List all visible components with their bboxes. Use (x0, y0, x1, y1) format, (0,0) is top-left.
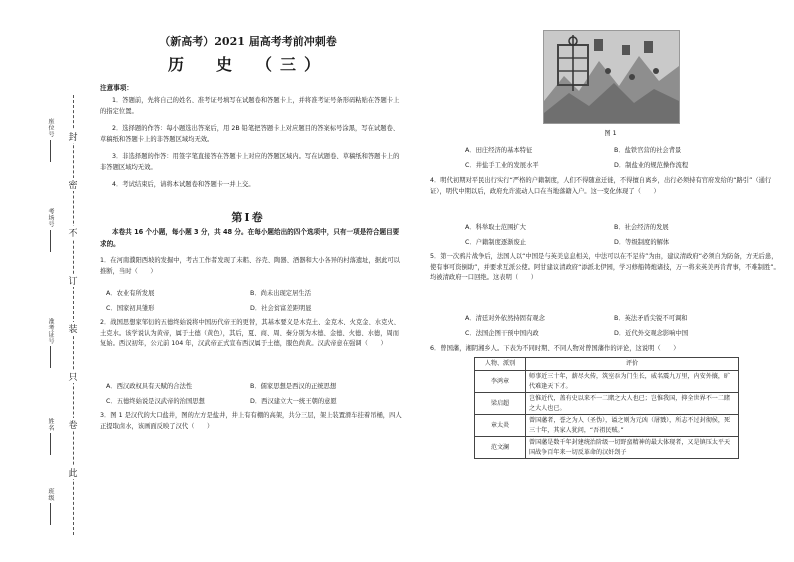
table-cell-person: 李鸿章 (475, 371, 526, 393)
field-label: 班级 (47, 488, 54, 501)
seal-char: 装 (62, 322, 84, 335)
q4-option-a[interactable]: A．科举取士范围扩大 (465, 224, 526, 231)
admission-number-field[interactable] (46, 318, 55, 368)
figure-caption: 图 1 (604, 130, 617, 137)
evaluation-table (474, 357, 739, 459)
field-label: 考场号 (47, 208, 54, 228)
left-column (88, 0, 406, 562)
q5-option-d[interactable]: D．近代外交观念影响中国 (614, 330, 689, 337)
q2-option-a[interactable]: A．西汉政权具有天赋的合法性 (106, 383, 193, 390)
table-cell-evaluation: 师事近三十年，薪尽火传，筑室忝为门生长，威名震九万里，内安外攘，旷代难逢天下才。 (526, 371, 739, 393)
field-label: 姓名 (47, 418, 54, 431)
notice-item: 1．答题前，先将自己的姓名、准考证号填写在试题卷和答题卡上，并将准考证号条形码粘贴在答题卡上的指定位置。 (100, 97, 400, 115)
notice-heading: 注意事项： (100, 84, 133, 92)
notice-item: 2．选择题的作答：每小题选出答案后，用 2B 铅笔把答题卡上对应题目的答案标号涂黑，写在试题卷、草稿纸和答题卡上的非答题区域均无效。 (100, 125, 400, 143)
q3-option-c[interactable]: C．井盐手工业的发展水平 (465, 162, 539, 169)
seal-char: 卷 (62, 418, 84, 431)
table-row (475, 371, 739, 393)
q3-option-d[interactable]: D．制盐业的规范操作流程 (614, 162, 689, 169)
field-label: 座位号 (47, 118, 54, 138)
table-row (475, 415, 739, 437)
table-header-evaluation: 评价 (526, 358, 739, 371)
subject-title: 历 史 （三） (167, 55, 328, 74)
seal-char: 只 (62, 370, 84, 383)
seal-char: 此 (62, 466, 84, 479)
right-column (418, 0, 794, 562)
table-header-row (475, 358, 739, 371)
exam-title: （新高考）2021 届高考考前冲刺卷 (159, 35, 337, 48)
question-6: 6．曾国藩，湘阴湘乡人。下表为不同时期、不同人物对曾国藩作的评论，这说明（ ） (430, 345, 680, 352)
q4-option-b[interactable]: B．社会经济的发展 (614, 224, 669, 231)
seal-char: 密 (62, 178, 84, 191)
q1-option-a[interactable]: A．农业有所发展 (106, 290, 155, 297)
q1-option-b[interactable]: B．尚未出现定居生活 (250, 290, 311, 297)
table-cell-evaluation: 曾国藩者，誉之为人（圣伪），谥之则为元凶（屠戮），所志不过封彻侯，死三十年，其家人犹问，“吾祖民贼。” (526, 415, 739, 437)
q1-option-c[interactable]: C．国家初具雏形 (106, 305, 155, 312)
table-header-person: 人物、派别 (475, 358, 526, 371)
volume-title: 第Ⅰ卷 (231, 211, 265, 224)
question-4: 4．明代初期对平民出行实行“严格的户籍制度，人们不得随意迁徙，不得擅自离乡，出行必须持有官府发给的“路引”（通行证），明代中期以后，政府允许流动人口在当地落籍入户。这一变化体现了（ ） (430, 177, 772, 195)
q4-option-d[interactable]: D．等级制度的解体 (614, 239, 670, 246)
table-cell-evaluation: 曾国藩是数千年封建统治阶级一切野蛮精神的最大体现者，又是镇压太平天国战争百年来一切反革命的汉奸刽子 (526, 437, 739, 459)
table-row (475, 437, 739, 459)
question-5: 5．第一次鸦片战争后，法国人以“中国是与英美息息相关，中法可以在不足待”为由，建议清政府“必须自为防备，方无后患，使有事可资倒助”，并要求互派公使。阿甘建议清政府“添派北伊园，学习修船铸炮诸技，万一将来英美再肯背事，不难制胜”。均被清政府一口回绝。这表明（ ） (430, 253, 780, 281)
question-3: 3．图 1 是汉代的大口盐井，图的左方是盐井，井上有有棚的高架，共分三层，架上装置滑车挂着吊桶，四人正提取卤水，该画面反映了汉代（ ） (100, 412, 402, 430)
q3-option-b[interactable]: B．盐铁官营的社会背景 (614, 147, 682, 154)
seal-char: 订 (62, 274, 84, 287)
binding-margin (0, 0, 88, 562)
section-intro: 本卷共 16 个小题，每小题 3 分，共 48 分。在每小题给出的四个选项中，只有一项是符合题目要求的。 (100, 228, 400, 248)
q4-option-c[interactable]: C．户籍制度逐渐废止 (465, 239, 527, 246)
q1-option-d[interactable]: D．社会贫富差距明显 (250, 305, 312, 312)
class-field[interactable] (46, 488, 55, 525)
table-cell-person: 范文澜 (475, 437, 526, 459)
q2-option-d[interactable]: D．西汉建立大一统王朝的意愿 (250, 398, 337, 405)
notice-item: 3．非选择题的作答：用签字笔直接答在答题卡上对应的答题区域内。写在试题卷、草稿纸和答题卡上的非答题区域均无效。 (100, 153, 400, 171)
salt-well-figure (543, 30, 680, 124)
table-cell-person: 梁启超 (475, 393, 526, 415)
table-cell-evaluation: 岂惟近代，盖有史以来不一二睹之大人也已；岂惟我国，抑全世界不一二睹之大人也已。 (526, 393, 739, 415)
name-field[interactable] (46, 418, 55, 455)
q5-option-c[interactable]: C．法国企图干预中国内政 (465, 330, 539, 337)
table-cell-person: 章太炎 (475, 415, 526, 437)
salt-well-image (544, 31, 679, 123)
exam-room-field[interactable] (46, 208, 55, 252)
question-1: 1．在河南濮阳西坡的发掘中，考古工作者发现了未耜、谷壳、陶器、酒器和大小各异的村落遗址，据此可以推断，当时（ ） (100, 257, 400, 275)
q3-option-a[interactable]: A．田庄经济的基本特征 (465, 147, 533, 154)
q5-option-b[interactable]: B．英法矛盾尖锐不可调和 (614, 315, 688, 322)
field-label: 准考证号 (47, 318, 54, 344)
q5-option-a[interactable]: A．清廷对外依然持固有观念 (465, 315, 545, 322)
question-2: 2．战国思想家邹衍的五德终始说将中国历代帝王的更替，其基本要义是木克土、金克木、火克金、水克火、土克水。该学说认为黄帝，属于土德（黄色），其后，夏、商、周、秦分别为木德、金德、火德、水德，周而复始。西汉初年，公元前 104 年，汉武帝正式宣布西汉属于土德，服色尚黄。汉武帝意在强调（ ） (100, 319, 400, 347)
notice-item: 4．考试结束后，请将本试题卷和答题卡一并上交。 (112, 181, 255, 188)
q2-option-b[interactable]: B．儒家思想是西汉的正统思想 (250, 383, 337, 390)
seat-number-field[interactable] (46, 118, 55, 162)
q2-option-c[interactable]: C．五德终始说是汉武帝的治国思想 (106, 398, 205, 405)
seal-char: 封 (62, 130, 84, 143)
table-row (475, 393, 739, 415)
seal-char: 不 (62, 226, 84, 239)
